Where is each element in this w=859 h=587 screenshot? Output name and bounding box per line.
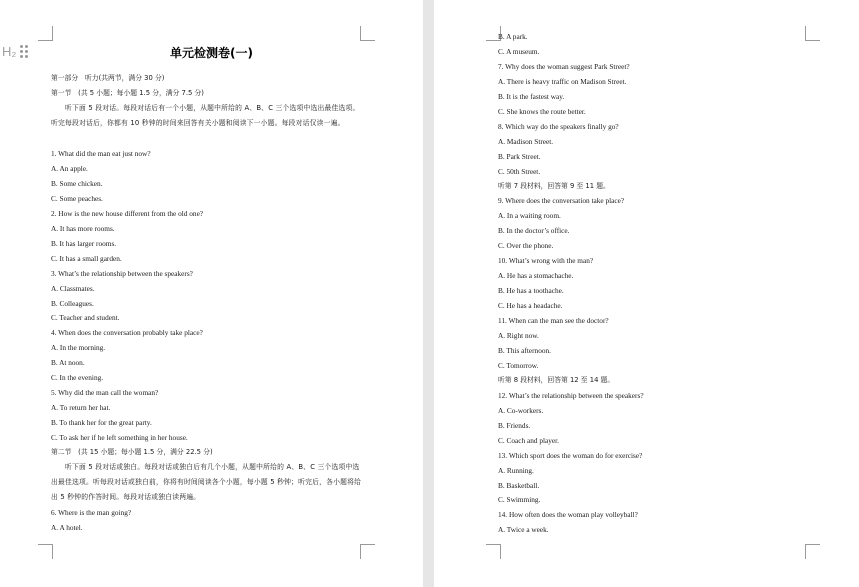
question-stem: 10. What’s wrong with the man? [498,256,594,266]
answer-option: A. Classmates. [51,283,95,293]
answer-option: C. Coach and player. [498,435,559,445]
page-gutter [423,0,434,587]
question-stem: 4. When does the conversation probably take place? [51,328,203,338]
heading-level-icon: H₂ [2,44,17,59]
question-stem: 7. Why does the woman suggest Park Street? [498,61,630,71]
answer-option: C. A museum. [498,46,540,56]
answer-option: C. Tomorrow. [498,360,539,370]
question-stem: 13. Which sport does the woman do for exercise? [498,450,643,460]
answer-option: C. Swimming. [498,495,541,505]
answer-option: B. This afternoon. [498,345,551,355]
document-title: 单元检测卷(一) [170,46,253,60]
crop-mark [38,26,53,41]
answer-option: C. In the evening. [51,373,104,383]
answer-option: C. Over the phone. [498,241,554,251]
answer-option: B. Friends. [498,420,531,430]
section-heading: 第二节 (共 15 小题；每小题 1.5 分，满分 22.5 分) [51,448,213,456]
question-stem: 9. Where does the conversation take place? [498,196,625,206]
question-stem: 5. Why did the man call the woman? [51,388,159,398]
question-stem: 14. How often does the woman play volleyball? [498,510,638,520]
answer-option: A. There is heavy traffic on Madison Street. [498,76,627,86]
answer-option: C. Teacher and student. [51,313,120,323]
crop-mark [805,26,820,41]
crop-mark [486,544,501,559]
answer-option: C. It has a small garden. [51,253,122,263]
question-stem: 2. How is the new house different from the old one? [51,208,204,218]
instructions-paragraph: 听下面 5 段对话。每段对话后有一个小题，从题中所给的 A、B、C 三个选项中选出最佳选项。听完每段对话后，你都有 10 秒钟的时间来回答有关小题和阅读下一小题。每段对话仅读一遍。 [51,104,360,127]
answer-option: B. At noon. [51,358,85,368]
answer-option: B. Park Street. [498,151,541,161]
answer-option: C. She knows the route better. [498,106,586,116]
crop-mark [360,544,375,559]
answer-option: B. Some chicken. [51,178,103,188]
answer-option: A. In a waiting room. [498,211,561,221]
answer-option: C. 50th Street. [498,166,541,176]
answer-option: B. It has larger rooms. [51,238,117,248]
crop-mark [805,544,820,559]
answer-option: A. Twice a week. [498,525,549,535]
answer-option: A. A hotel. [51,522,83,532]
answer-option: B. Basketball. [498,480,540,490]
question-stem: 3. What’s the relationship between the speakers? [51,268,193,278]
answer-option: B. In the doctor’s office. [498,226,570,236]
section-heading: 听第 7 段材料，回答第 9 至 11 题。 [498,181,610,190]
answer-option: A. Running. [498,465,534,475]
answer-option: A. Right now. [498,331,539,340]
answer-option: A. An apple. [51,163,88,173]
answer-option: A. He has a stomachache. [498,271,574,281]
page-right [434,0,859,587]
answer-option: B. A park. [498,32,528,41]
question-stem: 1. What did the man eat just now? [51,149,151,158]
answer-option: A. Co-workers. [498,405,544,415]
answer-option: C. Some peaches. [51,193,103,203]
answer-option: B. It is the fastest way. [498,91,565,101]
question-stem: 6. Where is the man going? [51,508,132,517]
crop-mark [360,26,375,41]
answer-option: A. In the morning. [51,343,106,353]
section-heading: 第一节 (共 5 小题；每小题 1.5 分，满分 7.5 分) [51,89,204,97]
crop-mark [38,544,53,559]
answer-option: B. He has a toothache. [498,286,564,296]
answer-option: A. It has more rooms. [51,223,115,233]
answer-option: A. To return her hat. [51,403,111,413]
instructions-paragraph: 听下面 5 段对话或独白。每段对话或独白后有几个小题，从题中所给的 A、B、C 三个选项中选出最佳选项。听每段对话或独白前，你将有时间阅读各个小题，每小题 5 秒钟；听完后，各小题将给出 5 秒钟的作答时间。每段对话或独白读两遍。 [51,463,362,501]
answer-option: B. To thank her for the great party. [51,418,152,428]
answer-option: C. He has a headache. [498,301,563,311]
answer-option: B. Colleagues. [51,298,94,308]
section-heading: 第一部分 听力(共两节，满分 30 分) [51,74,165,82]
question-stem: 12. What’s the relationship between the speakers? [498,390,644,400]
answer-option: C. To ask her if he left something in her house. [51,433,188,443]
page-left [0,0,423,587]
question-stem: 11. When can the man see the doctor? [498,316,609,326]
question-stem: 8. Which way do the speakers finally go? [498,121,619,131]
section-heading: 听第 8 段材料，回答第 12 至 14 题。 [498,375,615,384]
answer-option: A. Madison Street. [498,136,554,146]
